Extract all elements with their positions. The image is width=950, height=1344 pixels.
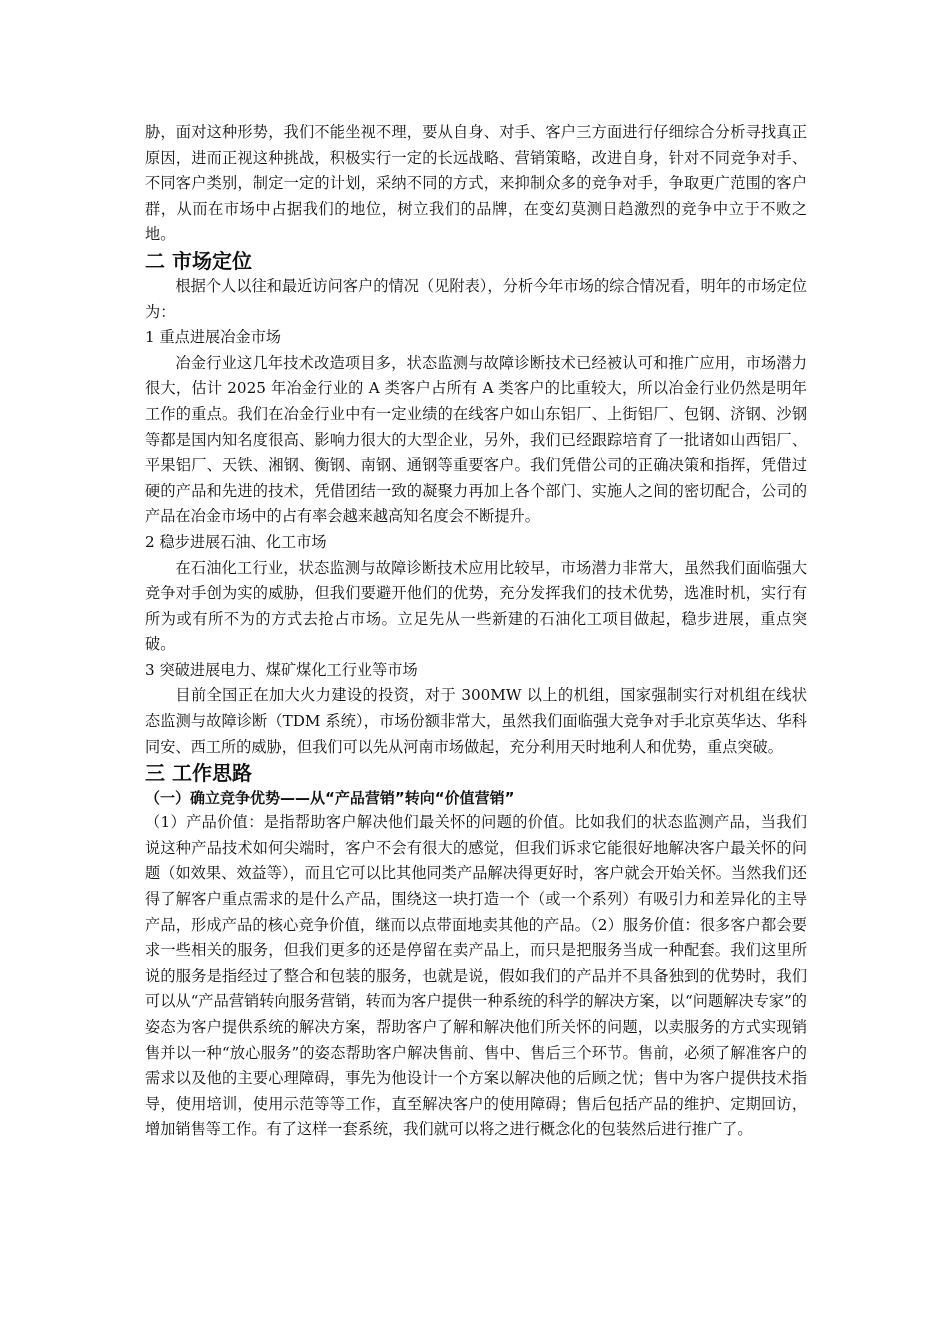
item-3-title: 3 突破进展电力、煤矿煤化工行业等市场 [145,660,418,679]
intro-paragraph: 胁，面对这种形势，我们不能坐视不理，要从自身、对手、客户三方面进行仔细综合分析寻找真正原因，进而正视这种挑战，积极实行一定的长远战略、营销策略，改进自身，针对不同竞争对手、不同客户类别，制定一定的计划，采纳不同的方式，来抑制众多的竞争对手，争取更广范围的客户群，从而在市场中占据我们的地位，树立我们的品牌，在变幻莫测日趋激烈的竞争中立于不败之地。 [145,123,807,244]
item-1-title: 1 重点进展冶金市场 [145,328,281,347]
work-approach-body: （1）产品价值：是指帮助客户解决他们最关怀的问题的价值。比如我们的状态监测产品，当我们说这种产品技术如何尖端时，客户不会有很大的感觉，但我们诉求它能很好地解决客户最关怀的问题（如效果、效益等），而且它可以比其他同类产品解决得更好时，客户就会开始关怀。当然我们还得了解客户重点需求的是什么产品，围绕这一块打造一个（或一个系列）有吸引力和差异化的主导产品，形成产品的核心竞争价值，继而以点带面地卖其他的产品。（2）服务价值：很多客户都会要求一些相关的服务，但我们更多的还是停留在卖产品上，而只是把服务当成一种配套。我们这里所说的服务是指经过了整合和包装的服务，也就是说，假如我们的产品并不具备独到的优势时，我们可以从“产品营销转向服务营销，转而为客户提供一种系统的科学的解决方案，以“问题解决专家”的姿态为客户提供系统的解决方案，帮助客户了解和解决他们所关怀的问题，以卖服务的方式实现销售并以一种“放心服务”的姿态帮助客户解决售前、售中、售后三个环节。售前，必须了解准客户的需求以及他的主要心理障碍，事先为他设计一个方案以解决他的后顾之忧；售中为客户提供技术指导，使用培训，使用示范等等工作，直至解决客户的使用障碍；售后包括产品的维护、定期回访，增加销售等工作。有了这样一套系统，我们就可以将之进行概念化的包装然后进行推广了。 [145,813,807,1139]
section-heading-market-positioning: 二 市场定位 [145,248,252,273]
page-content [145,120,807,1143]
item-3-body: 目前全国正在加大火力建设的投资，对于 300MW 以上的机组，国家强制实行对机组在线状态监测与故障诊断（TDM 系统），市场份额非常大，虽然我们面临强大竞争对手北京英华达、华科同安、西工所的威胁，但我们可以先从河南市场做起，充分利用天时地利人和优势，重点突破。 [145,686,807,756]
item-2-body: 在石油化工行业，状态监测与故障诊断技术应用比较早，市场潜力非常大，虽然我们面临强大竞争对手创为实的威胁，但我们要避开他们的优势，充分发挥我们的技术优势，选准时机，实行有所为或有所不为的方式去抢占市场。立足先从一些新建的石油化工项目做起，稳步进展，重点突破。 [145,558,807,654]
market-positioning-intro: 根据个人以往和最近访问客户的情况（见附表），分析今年市场的综合情况看，明年的市场定位为： [145,276,807,321]
item-1-body: 冶金行业这几年技术改造项目多，状态监测与故障诊断技术已经被认可和推广应用，市场潜力很大，估计 2025 年冶金行业的 A 类客户占所有 A 类客户的比重较大，所以冶金行业仍然是明年工作的重点。我们在冶金行业中有一定业绩的在线客户如山东铝厂、上街铝厂、包钢、济钢、沙钢等都是国内知名度很高、影响力很大的大型企业，另外，我们已经跟踪培育了一批诸如山西铝厂、平果铝厂、天铁、湘钢、衡钢、南钢、通钢等重要客户。我们凭借公司的正确决策和指挥，凭借过硬的产品和先进的技术，凭借团结一致的凝聚力再加上各个部门、实施人之间的密切配合，公司的产品在冶金市场中的占有率会越来越高知名度会不断提升。 [145,353,807,526]
subsection-heading-competitive-advantage: （一）确立竞争优势——从“产品营销”转向“价值营销” [145,789,515,808]
section-heading-work-approach: 三 工作思路 [145,761,252,786]
item-2-title: 2 稳步进展石油、化工市场 [145,532,327,551]
